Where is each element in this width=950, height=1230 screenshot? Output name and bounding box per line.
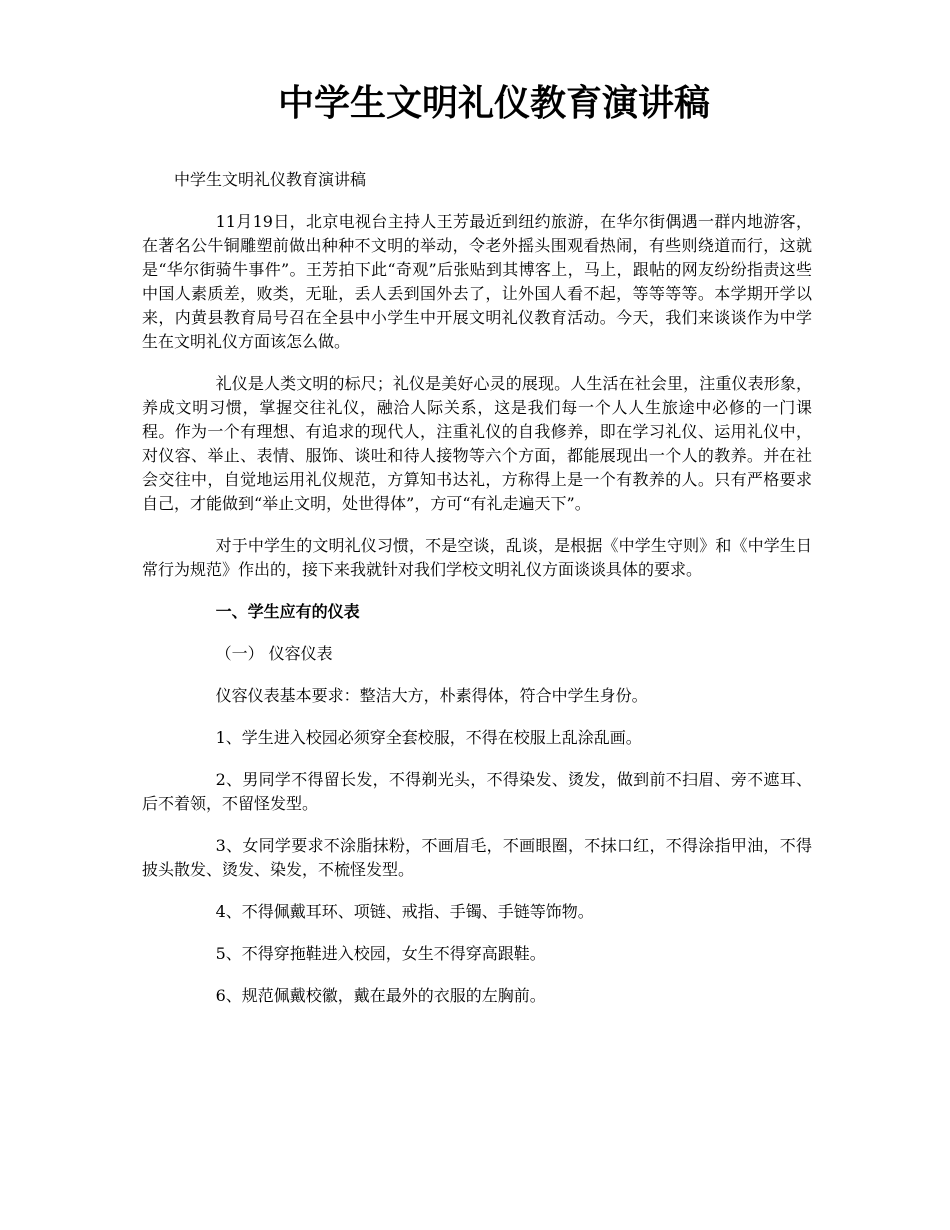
rule-item: 1、学生进入校园必须穿全套校服，不得在校服上乱涂乱画。 bbox=[215, 728, 642, 747]
rule-item: 3、女同学要求不涂脂抹粉，不画眉毛，不画眼圈，不抹口红，不得涂指甲油，不得披头散发、烫发、染发，不梳怪发型。 bbox=[142, 836, 812, 879]
document-body bbox=[142, 168, 812, 1026]
requirement-text: 仪容仪表基本要求：整洁大方，朴素得体，符合中学生身份。 bbox=[215, 686, 648, 705]
document-subtitle: 中学生文明礼仪教育演讲稿 bbox=[174, 170, 367, 189]
paragraph-basis: 对于中学生的文明礼仪习惯，不是空谈，乱谈，是根据《中学生守则》和《中学生日常行为规范》作出的，接下来我就针对我们学校文明礼仪方面谈谈具体的要求。 bbox=[142, 536, 812, 579]
rule-item: 2、男同学不得留长发，不得剃光头，不得染发、烫发，做到前不扫眉、旁不遮耳、后不着领，不留怪发型。 bbox=[142, 770, 812, 813]
paragraph-etiquette: 礼仪是人类文明的标尺；礼仪是美好心灵的展现。人生活在社会里，注重仪表形象，养成文明习惯，掌握交往礼仪，融洽人际关系，这是我们每一个人人生旅途中必修的一门课程。作为一个有理想、有追求的现代人，注重礼仪的自我修养，即在学习礼仪、运用礼仪中，对仪容、举止、表情、服饰、谈吐和待人接物等六个方面，都能展现出一个人的教养。并在社会交往中，自觉地运用礼仪规范，方算知书达礼，方称得上是一个有教养的人。只有严格要求自己，才能做到“举止文明，处世得体”，方可“有礼走遍天下”。 bbox=[142, 374, 812, 513]
document-title: 中学生文明礼仪教育演讲稿 bbox=[277, 83, 710, 124]
rule-item: 4、不得佩戴耳环、项链、戒指、手镯、手链等饰物。 bbox=[215, 902, 594, 921]
rule-item: 6、规范佩戴校徽，戴在最外的衣服的左胸前。 bbox=[215, 986, 546, 1005]
rule-item: 5、不得穿拖鞋进入校园，女生不得穿高跟鞋。 bbox=[215, 944, 546, 963]
section-heading: 一、学生应有的仪表 bbox=[215, 602, 360, 621]
paragraph-intro: 11月19日，北京电视台主持人王芳最近到纽约旅游，在华尔街偶遇一群内地游客，在著名公牛铜雕塑前做出种种不文明的举动，令老外摇头围观看热闹，有些则绕道而行，这就是“华尔街骑牛事件”。王芳拍下此“奇观”后张贴到其博客上，马上，跟帖的网友纷纷指责这些中国人素质差，败类，无耻，丢人丢到国外去了，让外国人看不起，等等等等。本学期开学以来，内黄县教育局号召在全县中小学生中开展文明礼仪教育活动。今天，我们来谈谈作为中学生在文明礼仪方面该怎么做。 bbox=[142, 212, 812, 351]
subsection-heading: （一） 仪容仪表 bbox=[215, 644, 333, 663]
